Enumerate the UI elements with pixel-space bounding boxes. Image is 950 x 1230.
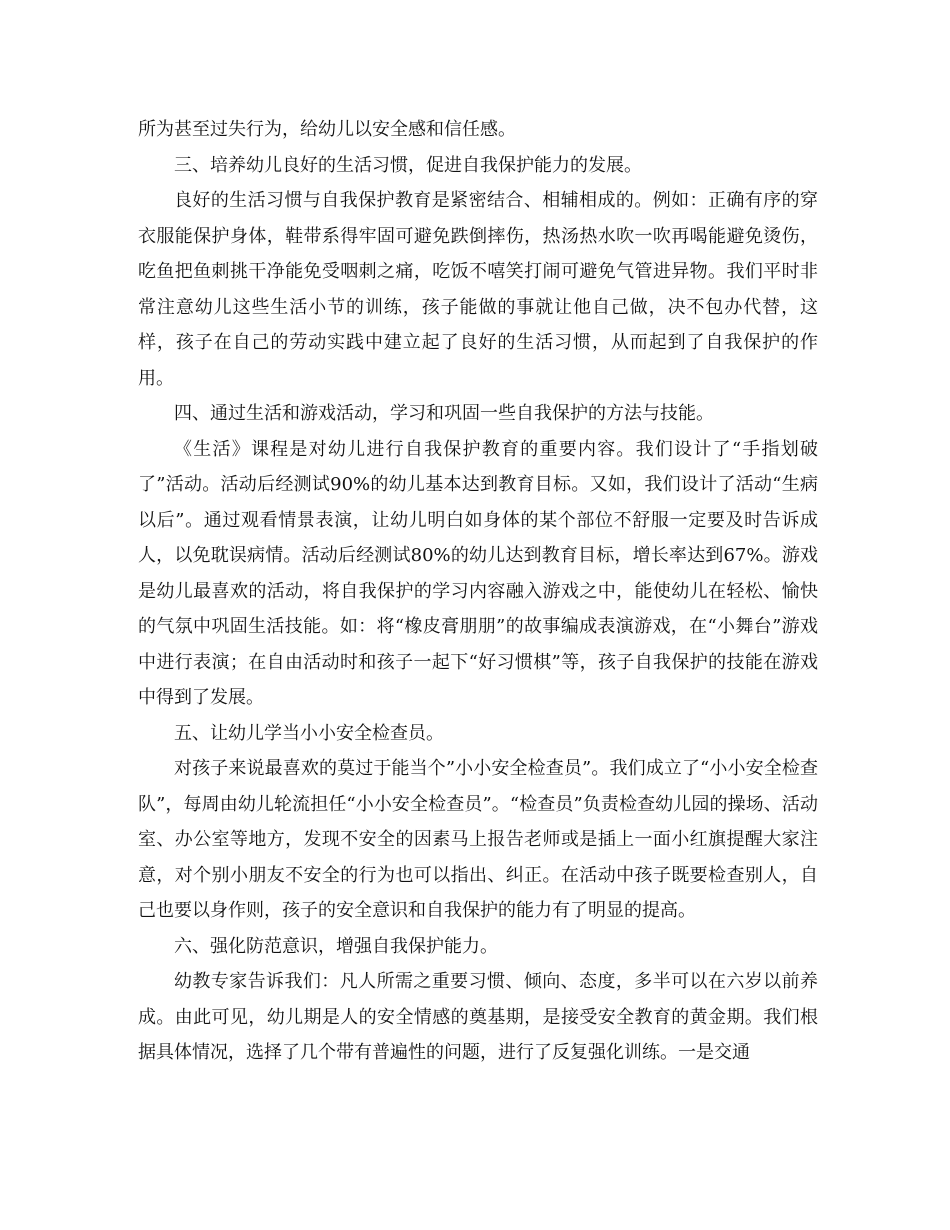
section-heading-5: 五、让幼儿学当小小安全检查员。 bbox=[174, 722, 444, 744]
paragraph-life-and-games: 《生活》课程是对幼儿进行自我保护教育的重要内容。我们设计了“手指划破了”活动。活动后经测试90%的幼儿基本达到教育目标。又如，我们设计了活动“生病以后”。通过观看情景表演，让幼儿明白如身体的某个部位不舒服一定要及时告诉成人，以免耽误病情。活动后经测试80%的幼儿达到教育目标，增长率达到67%。游戏是幼儿最喜欢的活动，将自我保护的学习内容融入游戏之中，能使幼儿在轻松、愉快的气氛中巩固生活技能。如：将“橡皮膏朋朋”的故事编成表演游戏，在“小舞台”游戏中进行表演；在自由活动时和孩子一起下“好习惯棋”等，孩子自我保护的技能在游戏中得到了发展。 bbox=[138, 438, 818, 708]
section-heading-6: 六、强化防范意识，增强自我保护能力。 bbox=[174, 935, 498, 957]
paragraph-continuation: 所为甚至过失行为，给幼儿以安全感和信任感。 bbox=[138, 119, 516, 140]
document-body bbox=[138, 112, 818, 1071]
paragraph-prevention-awareness: 幼教专家告诉我们：凡人所需之重要习惯、倾向、态度，多半可以在六岁以前养成。由此可见，幼儿期是人的安全情感的奠基期，是接受安全教育的黄金期。我们根据具体情况，选择了几个带有普遍性的问题，进行了反复强化训练。一是交通 bbox=[138, 971, 818, 1063]
paragraph-safety-inspector: 对孩子来说最喜欢的莫过于能当个”小小安全检查员”。我们成立了“小小安全检查队”，每周由幼儿轮流担任“小小安全检查员”。“检查员”负责检查幼儿园的操场、活动室、办公室等地方，发现不安全的因素马上报告老师或是插上一面小红旗提醒大家注意，对个别小朋友不安全的行为也可以指出、纠正。在活动中孩子既要检查别人，自己也要以身作则，孩子的安全意识和自我保护的能力有了明显的提高。 bbox=[138, 758, 818, 921]
section-heading-3: 三、培养幼儿良好的生活习惯，促进自我保护能力的发展。 bbox=[174, 154, 642, 176]
section-heading-4: 四、通过生活和游戏活动，学习和巩固一些自我保护的方法与技能。 bbox=[174, 403, 714, 424]
paragraph-living-habits: 良好的生活习惯与自我保护教育是紧密结合、相辅相成的。例如：正确有序的穿衣服能保护身体，鞋带系得牢固可避免跌倒摔伤，热汤热水吹一吹再喝能避免烫伤，吃鱼把鱼刺挑干净能免受咽刺之痛，吃饭不嘻笑打闹可避免气管进异物。我们平时非常注意幼儿这些生活小节的训练，孩子能做的事就让他自己做，决不包办代替，这样，孩子在自己的劳动实践中建立起了良好的生活习惯，从而起到了自我保护的作用。 bbox=[138, 190, 818, 389]
